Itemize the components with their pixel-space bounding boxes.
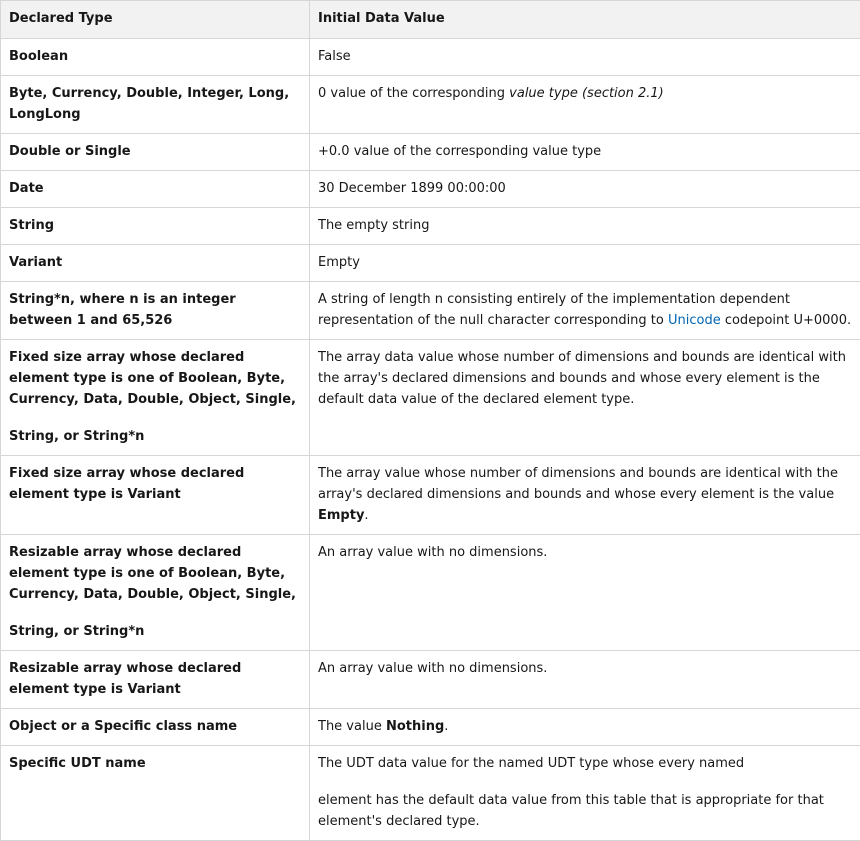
initial-value-cell: Empty xyxy=(310,245,860,282)
declared-type-cell: Double or Single xyxy=(1,134,310,171)
value-text: element has the default data value from this table that is appropriate for that element's declared type. xyxy=(318,790,852,832)
initial-value-cell: 30 December 1899 00:00:00 xyxy=(310,171,860,208)
value-text: 0 value of the corresponding xyxy=(318,86,509,101)
value-text: . xyxy=(364,508,368,523)
declared-type-cell: Fixed size array whose declared element type is Variant xyxy=(1,456,310,535)
type-text: Resizable array whose declared element type is one of Boolean, Byte, Currency, Data, Double, Object, Single, xyxy=(9,545,296,602)
declared-type-cell: Boolean xyxy=(1,39,310,76)
declared-type-cell: Byte, Currency, Double, Integer, Long, LongLong xyxy=(1,76,310,134)
value-text: . xyxy=(444,719,448,734)
initial-value-cell: An array value with no dimensions. xyxy=(310,535,860,651)
column-header-declared-type: Declared Type xyxy=(1,1,310,39)
type-text: String, or String*n xyxy=(9,621,301,642)
value-text: codepoint U+0000. xyxy=(721,313,851,328)
initial-value-cell: The empty string xyxy=(310,208,860,245)
type-text: String, or String*n xyxy=(9,426,301,447)
initial-value-cell xyxy=(310,746,860,841)
type-text: Fixed size array whose declared element type is one of Boolean, Byte, Currency, Data, Double, Object, Single, xyxy=(9,350,296,407)
declared-type-cell: Date xyxy=(1,171,310,208)
initial-value-cell: The array data value whose number of dimensions and bounds are identical with the array's declared dimensions and bounds and whose every element is the default data value of the declared element type. xyxy=(310,340,860,456)
table-row xyxy=(1,208,860,245)
column-header-initial-data-value: Initial Data Value xyxy=(310,1,860,39)
declared-type-cell: Specific UDT name xyxy=(1,746,310,841)
table-header-row xyxy=(1,1,860,39)
nothing-keyword: Nothing xyxy=(386,719,444,734)
table-row xyxy=(1,651,860,709)
value-text: The UDT data value for the named UDT type whose every named xyxy=(318,756,744,771)
table-row xyxy=(1,535,860,651)
table-row xyxy=(1,456,860,535)
initial-value-cell: +0.0 value of the corresponding value type xyxy=(310,134,860,171)
initial-value-cell xyxy=(310,456,860,535)
table-row xyxy=(1,171,860,208)
declared-type-cell xyxy=(1,340,310,456)
value-text: The value xyxy=(318,719,386,734)
declared-type-cell: Resizable array whose declared element type is Variant xyxy=(1,651,310,709)
initial-value-cell xyxy=(310,76,860,134)
table-row xyxy=(1,39,860,76)
table-row xyxy=(1,245,860,282)
table-row xyxy=(1,709,860,746)
initial-value-cell xyxy=(310,709,860,746)
empty-keyword: Empty xyxy=(318,508,364,523)
value-text: The array value whose number of dimensions and bounds are identical with the array's declared dimensions and bounds and whose every element is the value xyxy=(318,466,838,502)
declared-type-cell: Variant xyxy=(1,245,310,282)
unicode-link[interactable]: Unicode xyxy=(668,313,721,328)
initial-value-cell xyxy=(310,282,860,340)
table-row xyxy=(1,340,860,456)
declared-type-cell: String xyxy=(1,208,310,245)
table-row xyxy=(1,134,860,171)
initial-value-cell: False xyxy=(310,39,860,76)
declared-type-cell xyxy=(1,535,310,651)
declared-type-cell: String*n, where n is an integer between 1 and 65,526 xyxy=(1,282,310,340)
table-row xyxy=(1,282,860,340)
value-text: A string of length n consisting entirely of the implementation dependent representation of the null character corresponding to xyxy=(318,292,790,328)
declared-type-cell: Object or a Specific class name xyxy=(1,709,310,746)
table-row xyxy=(1,76,860,134)
value-type-reference: value type (section 2.1) xyxy=(509,86,664,101)
initial-value-cell: An array value with no dimensions. xyxy=(310,651,860,709)
table-row xyxy=(1,746,860,841)
